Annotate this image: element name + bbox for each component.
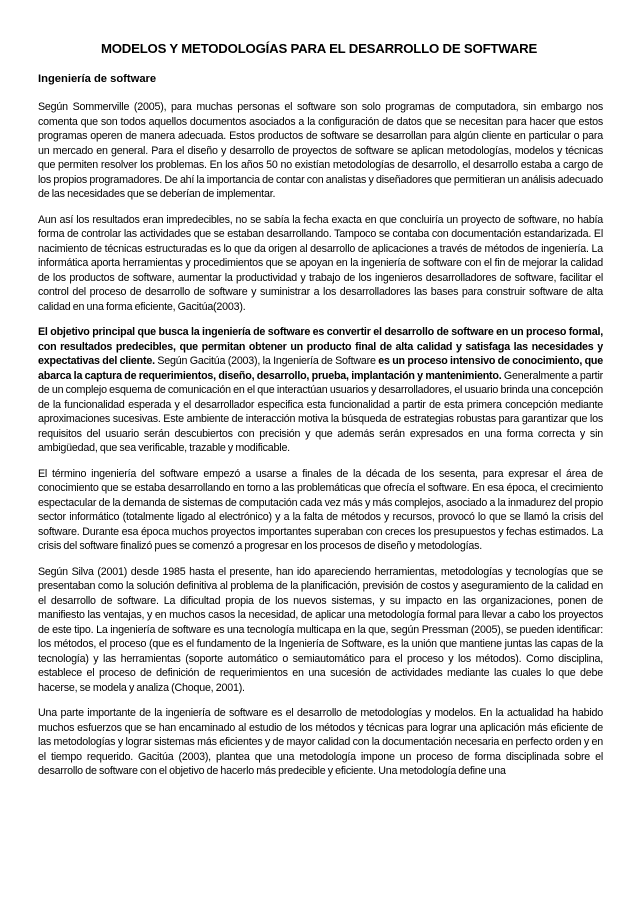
paragraph-2: Aun así los resultados eran impredecibles, no se sabía la fecha exacta en que concluiría un proyecto de software, no había forma de controlar las actividades que se estaban desarrollando. Tampoco se contaba con documentación estandarizada. El nacimiento de técnicas estructuradas es lo que da origen al desarrollo de aplicaciones a través de métodos de ingeniería. La informática aporta herramientas y procedimientos que se apoyan en la ingeniería de software con el fin de mejorar la calidad de los productos de software, aumentar la productividad y trabajo de los ingenieros desarrolladores de software, facilitar el control del proceso de desarrollo de software y suministrar a los desarrolladores las bases para construir software de alta calidad en una forma eficiente, Gacitúa(2003). — [38, 213, 603, 313]
document-body — [38, 100, 603, 790]
paragraph-3-bold-a: El objetivo principal que busca la ingeniería de software es convertir el desarrollo de software en un proceso formal, con resultados predecibles, que permitan obtener un producto final de alta calidad y satisfaga las necesidades y expectativas del cliente. — [38, 326, 603, 367]
paragraph-4: El término ingeniería del software empezó a usarse a finales de la década de los sesenta, para expresar el área de conocimiento que se estaba desarrollando en torno a las problemáticas que ofrecía el software. En esa época, el crecimiento espectacular de la demanda de sistemas de computación cada vez más y más complejos, asociado a la inmadurez del propio sector informático (totalmente ligado al electrónico) y a la falta de métodos y recursos, provocó lo que se llamó la crisis del software. Durante esa época muchos proyectos importantes superaban con creces los presupuestos y fechas estimados. La crisis del software finalizó pues se comenzó a progresar en los procesos de diseño y metodologías. — [38, 467, 603, 552]
paragraph-3-text-a: Según Gacitúa (2003), la Ingeniería de Software — [154, 355, 379, 367]
paragraph-6: Una parte importante de la ingeniería de software es el desarrollo de metodologías y modelos. En la actualidad ha habido muchos esfuerzos que se han encaminado al estudio de los métodos y técnicas para lograr una aplicación más eficiente de las metodologías y lograr sistemas más eficientes y de mayor calidad con la documentación necesaria en perfecto orden y en el tiempo requerido. Gacitúa (2003), plantea que una metodología impone un proceso de forma disciplinada sobre el desarrollo de software con el objetivo de hacerlo más predecible y eficiente. Una metodología define una — [38, 707, 603, 777]
paragraph-5: Según Silva (2001) desde 1985 hasta el presente, han ido apareciendo herramientas, metodologías y tecnologías que se presentaban como la solución definitiva al problema de la planificación, previsión de costos y aseguramiento de la calidad en el desarrollo de software. La dificultad propia de los nuevos sistemas, y su impacto en las organizaciones, ponen de manifiesto las ventajas, y en muchos casos la necesidad, de aplicar una metodología formal para llevar a cabo los proyectos de este tipo. La ingeniería de software es una tecnología multicapa en la que, según Pressman (2005), se pueden identificar: los métodos, el proceso (que es el fundamento de la Ingeniería de Software, es la unión que mantiene juntas las capas de la tecnología) y las herramientas (soporte automático o semiautomático para el proceso y los métodos). Como disciplina, establece el proceso de definición de requerimientos en una sucesión de actividades mediante las cuales lo que debe hacerse, se modela y analiza (Choque, 2001). — [38, 565, 603, 694]
document-title: MODELOS Y METODOLOGÍAS PARA EL DESARROLLO DE SOFTWARE — [100, 41, 538, 56]
paragraph-1: Según Sommerville (2005), para muchas personas el software son solo programas de computadora, sin embargo nos comenta que son todos aquellos documentos asociados a la configuración de datos que se necesitan para hacer que estos programas operen de manera adecuada. Estos productos de software se desarrollan para algún cliente en particular o para un mercado en general. Para el diseño y desarrollo de proyectos de software se aplican metodologías, modelos y técnicas que permiten resolver los problemas. En los años 50 no existían metodologías de desarrollo, el desarrollo estaba a cargo de los propios programadores. De ahí la importancia de contar con analistas y diseñadores que permitieran un análisis adecuado de las necesidades que se deberían de implementar. — [38, 101, 603, 200]
paragraph-3-text-b: Generalmente a partir de un complejo esquema de comunicación en el que interactúan usuarios y desarrolladores, el usuario brinda una concepción de la funcionalidad esperada y el desarrollador especifica esta funcionalidad a partir de esta primera concepción mediante aproximaciones sucesivas. Este ambiente de interacción motiva la búsqueda de estrategias robustas para garantizar que los requisitos del usuario serán descubiertos con precisión y que además serán expresados en una forma correcta y sin ambigüedad, que sea verificable, trazable y modificable. — [38, 369, 603, 454]
paragraph-3-bold-b: es un proceso intensivo de conocimiento, que abarca la captura de requerimientos, diseño, desarrollo, prueba, implantación y mantenimiento. — [38, 355, 603, 382]
section-heading: Ingeniería de software — [38, 73, 157, 85]
paragraph-3 — [38, 325, 603, 456]
